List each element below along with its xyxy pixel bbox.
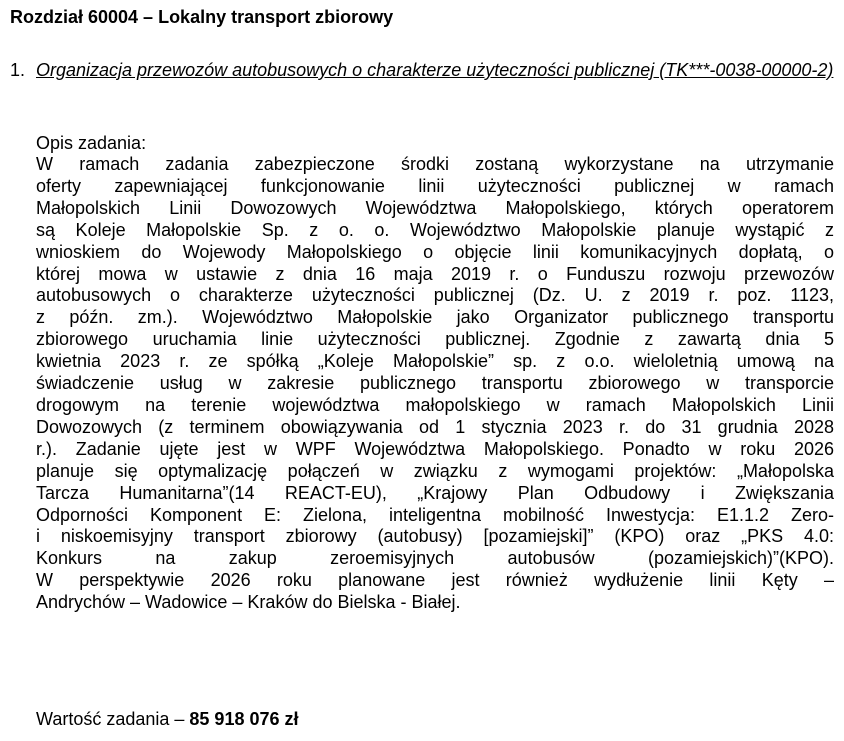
description-line: z późn. zm.). Województwo Małopolskie jako Organizator publicznego transportu — [36, 307, 834, 328]
description-line: drogowym na terenie województwa małopolskiego w ramach Małopolskich Linii — [36, 394, 834, 415]
description-body — [36, 154, 834, 614]
description-line: Andrychów – Wadowice – Kraków do Bielska - Białej. — [36, 592, 461, 613]
description-line: zbiorowego uruchamia linie użyteczności publicznej. Zgodnie z zawartą dnia 5 — [36, 329, 834, 350]
description-line: W ramach zadania zabezpieczone środki zostaną wykorzystane na utrzymanie — [36, 154, 834, 174]
description-line: planuje się optymalizację połączeń w związku z wymogami projektów: „Małopolska — [36, 460, 834, 481]
description-line: Odporności Komponent E: Zielona, inteligentna mobilność Inwestycja: E1.1.2 Zero- — [36, 504, 834, 525]
description-line: kwietnia 2023 r. ze spółką „Koleje Małopolskie” sp. z o.o. wieloletnią umową na — [36, 351, 834, 372]
description-line: Dowozowych (z terminem obowiązywania od 1 stycznia 2023 r. do 31 grudnia 2028 — [36, 416, 834, 437]
description-line: r.). Zadanie ujęte jest w WPF Województwa Małopolskiego. Ponadto w roku 2026 — [36, 438, 834, 459]
description-line: autobusowych o charakterze użyteczności publicznej (Dz. U. z 2019 r. poz. 1123, — [36, 285, 834, 306]
description-line: Konkurs na zakup zeroemisyjnych autobusów (pozamiejskich)”(KPO). — [36, 548, 834, 569]
description-line: wnioskiem do Wojewody Małopolskiego o objęcie linii komunikacyjnych dopłatą, o — [36, 241, 834, 262]
task-value — [36, 708, 299, 730]
description-line: której mowa w ustawie z dnia 16 maja 2019 r. o Funduszu rozwoju przewozów — [36, 263, 834, 284]
description-line: i niskoemisyjny transport zbiorowy (autobusy) [pozamiejski]” (KPO) oraz „PKS 4.0: — [36, 526, 834, 547]
description-line: Tarcza Humanitarna”(14 REACT-EU), „Krajowy Plan Odbudowy i Zwiększania — [36, 482, 834, 503]
description-line: Małopolskich Linii Dowozowych Województwa Małopolskiego, których operatorem — [36, 197, 834, 218]
task-number: 1. — [10, 60, 26, 80]
description-line: W perspektywie 2026 roku planowane jest również wydłużenie linii Kęty – — [36, 570, 834, 591]
description-heading: Opis zadania: — [36, 133, 147, 153]
description-line: są Koleje Małopolskie Sp. z o. o. Województwo Małopolskie planuje wystąpić z — [36, 219, 834, 240]
chapter-title: Rozdział 60004 – Lokalny transport zbiorowy — [10, 7, 394, 27]
description-line: świadczenie usług w zakresie publicznego transportu zbiorowego w transporcie — [36, 373, 834, 394]
task-value-label: Wartość zadania – — [36, 709, 190, 729]
task-value-amount: 85 918 076 zł — [189, 709, 299, 729]
description-line: oferty zapewniającej funkcjonowanie linii użyteczności publicznej w ramach — [36, 175, 834, 196]
task-title: Organizacja przewozów autobusowych o charakterze użyteczności publicznej (TK***-0038-00000-2) — [36, 60, 834, 80]
